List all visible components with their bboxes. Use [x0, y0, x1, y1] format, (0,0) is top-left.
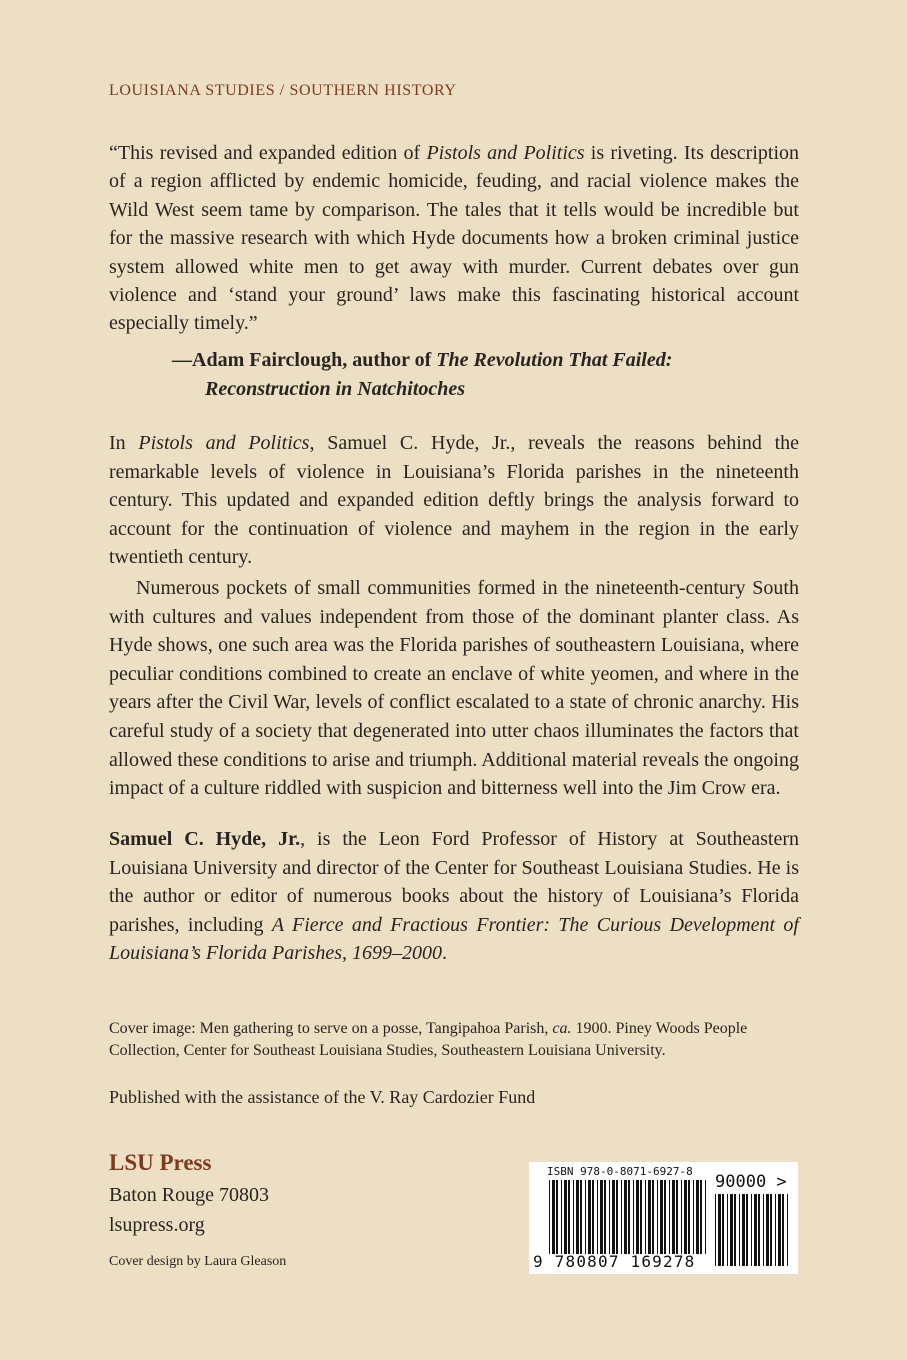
barcode-bar [573, 1180, 574, 1254]
barcode-bar [700, 1180, 702, 1254]
barcode-bar [730, 1194, 733, 1266]
cover-image-credit: Cover image: Men gathering to serve on a posse, Tangipahoa Parish, ca. 1900. Piney Woods People Collection, Center for Southeast Louisiana Studies, Southeastern Louisiana University. [109, 1020, 748, 1059]
barcode-bar [722, 1194, 724, 1266]
barcode-bar [588, 1180, 591, 1254]
barcode-bar [688, 1180, 690, 1254]
barcode-bar [676, 1180, 678, 1254]
publisher-city: Baton Rouge 70803 [109, 1184, 269, 1206]
barcode-bar [669, 1180, 670, 1254]
barcode-bar [580, 1180, 582, 1254]
barcode-bar [763, 1194, 764, 1266]
barcode-bar [628, 1180, 630, 1254]
barcode-bar [693, 1180, 694, 1254]
barcode-bar [782, 1194, 784, 1266]
barcode-bar [616, 1180, 618, 1254]
publisher-url: lsupress.org [109, 1214, 205, 1236]
description-paragraph-1: In Pistols and Politics, Samuel C. Hyde, Jr., reveals the reasons behind the remarkable levels of violence in Louisiana’s Florida parishes in the nineteenth century. This updated and expanded edition deftly brings the analysis forward to account for the continuation of violence and mayhem in the region in the early twentieth century. [109, 432, 799, 569]
barcode-bar [770, 1194, 772, 1266]
quote-book-title: Pistols and Politics [426, 142, 585, 164]
barcode-bar [597, 1180, 598, 1254]
quote-text-2: is riveting. Its description of a region afflicted by endemic homicide, feuding, and racial violence makes the Wild West seem tame by comparison. The tales that it tells would be incredible but for the massive research with which Hyde documents how a broken criminal justice system allowed white men to get away with murder. Current debates over gun violence and ‘stand your ground’ laws make this fascinating historical account especially timely.” [109, 142, 799, 335]
barcode-bar [549, 1180, 550, 1254]
barcode-bar [592, 1180, 594, 1254]
barcode-bar [787, 1194, 788, 1266]
barcode-bar [633, 1180, 634, 1254]
attribution-book-line2: Reconstruction in Natchitoches [205, 378, 466, 400]
bio-book-title: A Fierce and Fractious Frontier: The Curious Development of Louisiana’s Florida Parishes, 1699–2000 [109, 913, 799, 965]
barcode-bar [568, 1180, 570, 1254]
barcode-bar [696, 1180, 699, 1254]
barcode-bar [652, 1180, 654, 1254]
barcode-bar [612, 1180, 615, 1254]
attribution-book-line1: The Revolution That Failed: [436, 349, 673, 371]
barcode-bar [734, 1194, 736, 1266]
barcode-bar [556, 1180, 558, 1254]
author-bio: Samuel C. Hyde, Jr., is the Leon Ford Professor of History at Southeastern Louisiana University and director of the Center for Southeast Louisiana Studies. He is the author or editor of numerous books about the history of Louisiana’s Florida parishes, including A Fierce and Fractious Frontier: The Curious Development of Louisiana’s Florida Parishes, 1699–2000. [109, 828, 799, 965]
barcode-bar [758, 1194, 760, 1266]
barcode-bar [585, 1180, 586, 1254]
barcode-bar [681, 1180, 682, 1254]
barcode-bar [552, 1180, 555, 1254]
barcode-bar [660, 1180, 663, 1254]
funding-note: Published with the assistance of the V. Ray Cardozier Fund [109, 1087, 536, 1107]
isbn-number: ISBN 978-0-8071-6927-8 [547, 1165, 693, 1178]
cover-designer-credit: Cover design by Laura Gleason [109, 1254, 287, 1269]
book-description [109, 429, 799, 803]
barcode-bar [718, 1194, 721, 1266]
barcode-bar [775, 1194, 776, 1266]
barcode-bar [684, 1180, 687, 1254]
category-label: LOUISIANA STUDIES / SOUTHERN HISTORY [109, 82, 457, 99]
bio-author-name: Samuel C. Hyde, Jr. [109, 828, 301, 850]
attribution-author: —Adam Fairclough, author of [172, 349, 437, 371]
barcode-bar [600, 1180, 603, 1254]
barcode-bar [778, 1194, 781, 1266]
barcode-bar [648, 1180, 651, 1254]
barcode-bar [751, 1194, 752, 1266]
barcode-bar [657, 1180, 658, 1254]
description-paragraph-2: Numerous pockets of small communities formed in the nineteenth-century South with cultures and values independent from those of the dominant planter class. As Hyde shows, one such area was the Florida parishes of southeastern Louisiana, where peculiar conditions combined to create an enclave of white yeomen, and where in the years after the Civil War, levels of conflict escalated to a state of chronic anarchy. His careful study of a society that degenerated into utter chaos illuminates the factors that allowed these conditions to arise and triumph. Additional material reveals the ongoing impact of a culture riddled with suspicion and bitterness well into the Jim Crow era. [109, 576, 799, 800]
barcode-bar [742, 1194, 745, 1266]
barcode-bar [739, 1194, 740, 1266]
barcode-digits: 9 780807 169278 [533, 1252, 696, 1271]
quote-text-1: “This revised and expanded edition of [109, 142, 427, 164]
barcode-bar [746, 1194, 748, 1266]
description-book-title: Pistols and Politics [138, 432, 310, 454]
barcode-bar [664, 1180, 666, 1254]
barcode-bar [624, 1180, 627, 1254]
barcode-bar [576, 1180, 579, 1254]
barcode-bar [705, 1180, 706, 1254]
barcode-bar [640, 1180, 642, 1254]
quote-attribution [172, 346, 812, 404]
endorsement-quote [109, 139, 799, 338]
barcode-bar [672, 1180, 675, 1254]
barcode-bar [715, 1194, 716, 1266]
isbn-barcode [529, 1162, 798, 1274]
barcode-bar [609, 1180, 610, 1254]
barcode-bar [604, 1180, 606, 1254]
price-code: 90000 > [715, 1172, 787, 1192]
barcode-bar [766, 1194, 769, 1266]
barcode-bar [636, 1180, 639, 1254]
barcode-bar [564, 1180, 567, 1254]
barcode-bar [561, 1180, 562, 1254]
barcode-bar [727, 1194, 728, 1266]
barcode-bar [621, 1180, 622, 1254]
barcode-bar [645, 1180, 646, 1254]
barcode-bar [754, 1194, 757, 1266]
publisher-name: LSU Press [109, 1150, 212, 1175]
